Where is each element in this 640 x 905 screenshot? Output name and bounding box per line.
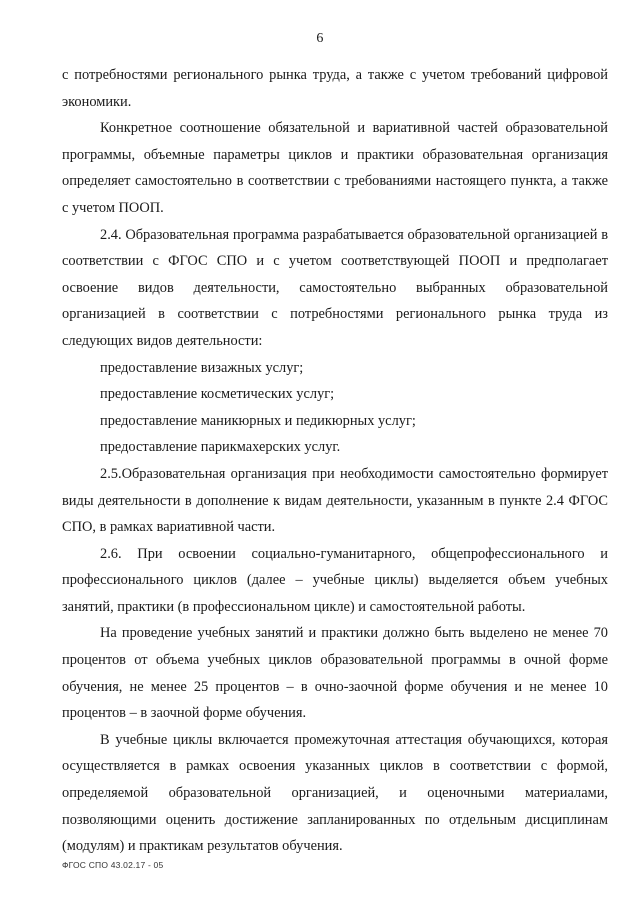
document-body [62, 62, 608, 860]
paragraph-2-5: 2.5.Образовательная организация при необходимости самостоятельно формирует виды деятельности в дополнение к видам деятельности, указанным в пункте 2.4 ФГОС СПО, в рамках вариативной части. [62, 465, 608, 536]
paragraph-2-6: 2.6. При освоении социально-гуманитарного, общепрофессионального и профессионального циклов (далее – учебные циклы) выделяется объем учебных занятий, практики (в профессиональном цикле) и самостоятельной работы. [62, 545, 608, 615]
paragraph-continuation: с потребностями регионального рынка труда, а также с учетом требований цифровой экономики. [62, 67, 608, 110]
list-item-manicure: предоставление маникюрных и педикюрных услуг; [100, 412, 416, 429]
list-item-visage: предоставление визажных услуг; [100, 359, 304, 376]
paragraph-ratio: Конкретное соотношение обязательной и вариативной частей образовательной программы, объемные параметры циклов и практики образовательная организация определяет самостоятельно в соответствии с требованиями настоящего пункта, а также с учетом ПООП. [62, 120, 608, 216]
list-item-hairdressing: предоставление парикмахерских услуг. [100, 439, 341, 456]
paragraph-2-4: 2.4. Образовательная программа разрабатывается образовательной организацией в соответствии с ФГОС СПО и с учетом соответствующей ПООП и предполагает освоение видов деятельности, самостоятельно выбранных образовательной организацией в соответствии с потребностями регионального рынка труда из следующих видов деятельности: [62, 226, 608, 349]
list-item-cosmetic: предоставление косметических услуг; [100, 386, 335, 403]
paragraph-attestation: В учебные циклы включается промежуточная аттестация обучающихся, которая осуществляется в рамках освоения указанных циклов в соответствии с формой, определяемой образовательной организацией, и оценочными материалами, позволяющими оценить достижение запланированных по отдельным дисциплинам (модулям) и практикам результатов обучения. [62, 731, 608, 855]
page-number: 6 [316, 31, 324, 46]
paragraph-training-volume: На проведение учебных занятий и практики должно быть выделено не менее 70 процентов от объема учебных циклов образовательной программы в очной форме обучения, не менее 25 процентов – в очно-заочной форме обучения и не менее 10 процентов – в заочной форме обучения. [62, 625, 608, 722]
document-footer: ФГОС СПО 43.02.17 - 05 [62, 860, 164, 870]
